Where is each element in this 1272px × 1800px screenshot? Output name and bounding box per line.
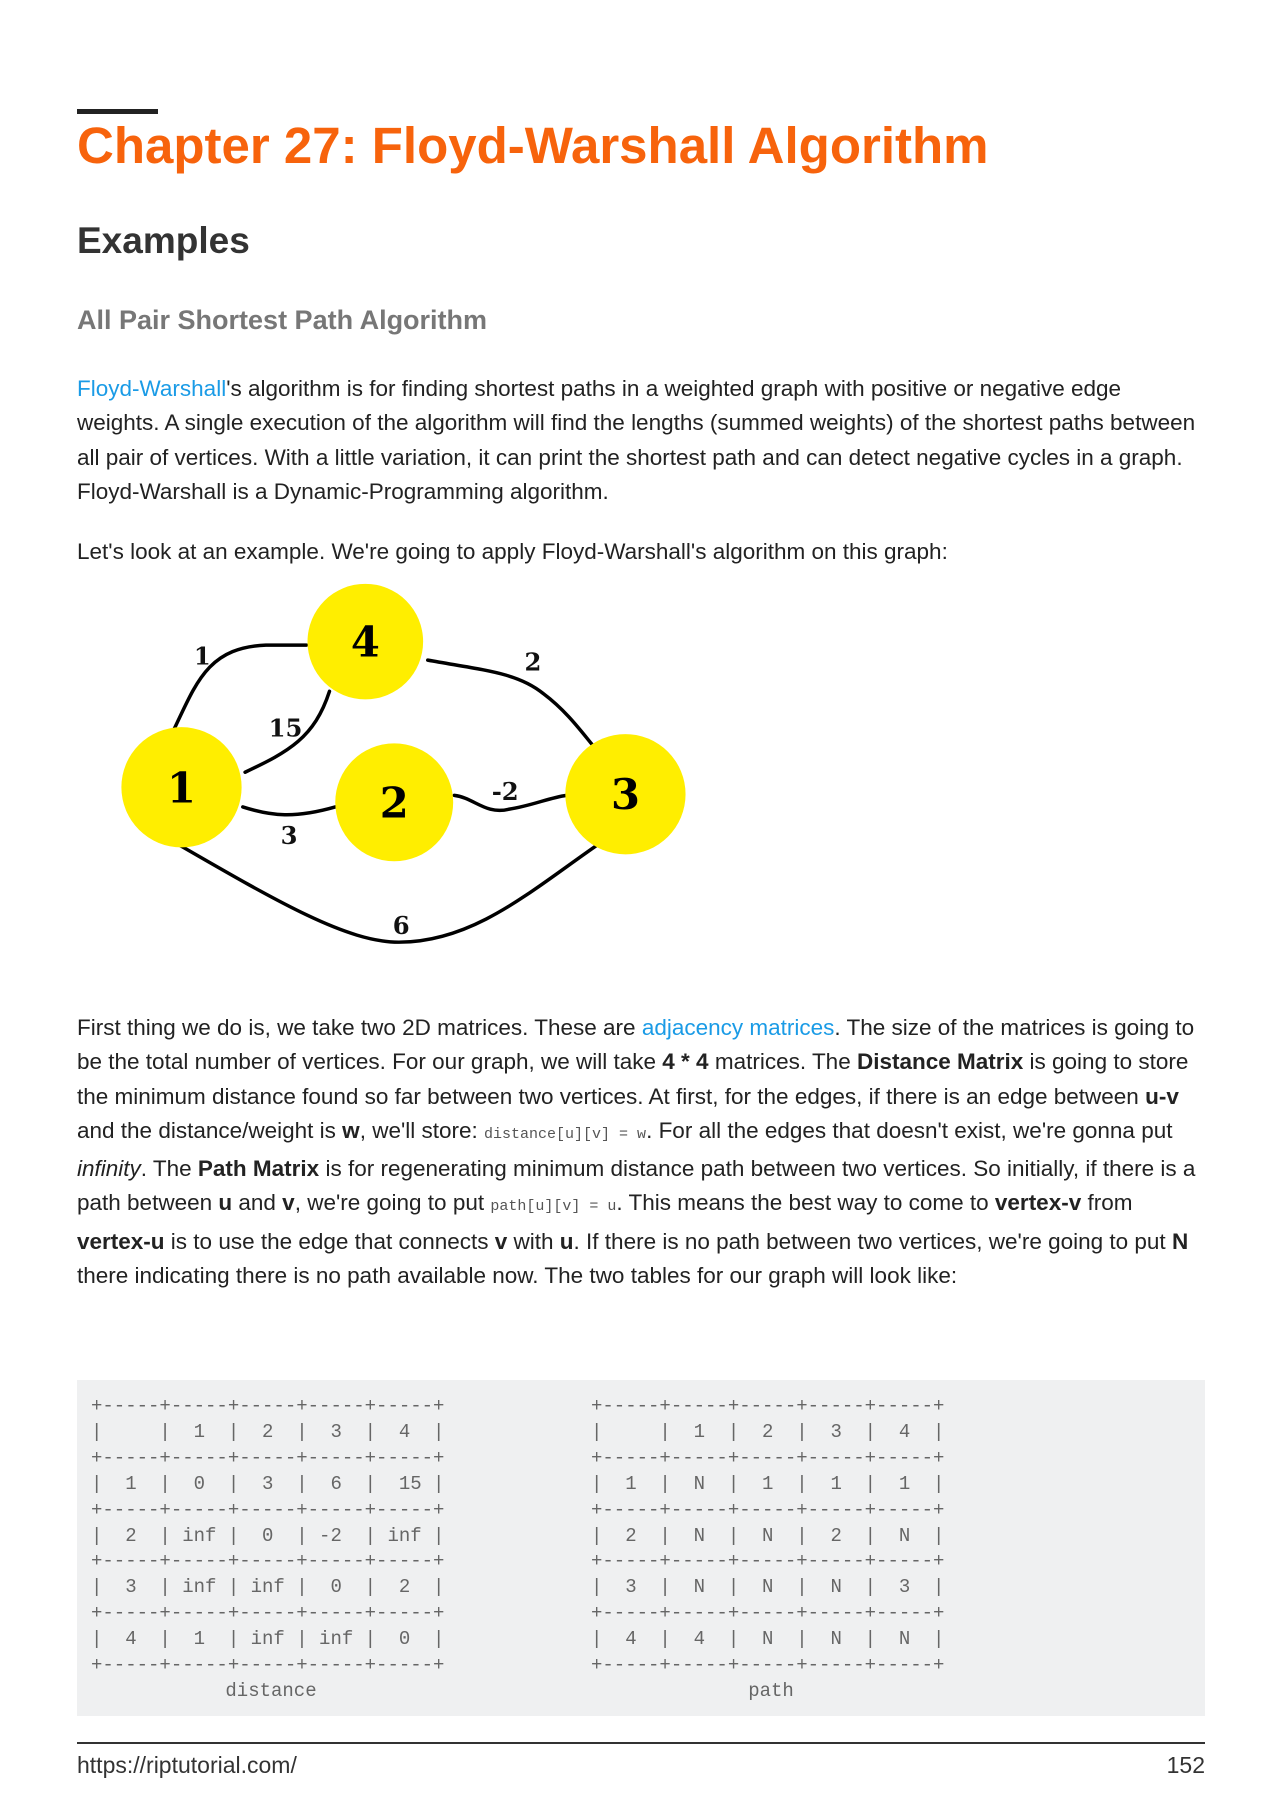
text: . The bbox=[140, 1156, 198, 1182]
node-label: 4 bbox=[350, 617, 380, 667]
text: is going to store the minimum distance found so far between two vertices. At first, for the edges, if there is an edge between bbox=[77, 1049, 1189, 1109]
chapter-title: Chapter 27: Floyd-Warshall Algorithm bbox=[77, 117, 989, 174]
text: is for regenerating minimum distance path between two vertices. So initially, if there is a path between bbox=[77, 1156, 1196, 1216]
table-line: | 2 | inf | 0 | -2 | inf | bbox=[91, 1524, 445, 1547]
distance-table bbox=[91, 1394, 451, 1705]
bold-text: vertex-v bbox=[994, 1190, 1082, 1216]
table-line: | | 1 | 2 | 3 | 4 | bbox=[591, 1420, 945, 1443]
table-line: +-----+-----+-----+-----+-----+ bbox=[591, 1550, 945, 1573]
table-line: | 3 | inf | inf | 0 | 2 | bbox=[91, 1576, 445, 1599]
edge-label: 15 bbox=[268, 713, 303, 743]
bold-text: v bbox=[282, 1190, 295, 1216]
bold-text: Path Matrix bbox=[197, 1156, 320, 1182]
table-line: +-----+-----+-----+-----+-----+ bbox=[591, 1498, 945, 1521]
text: , we're going to put bbox=[294, 1190, 491, 1216]
matrix-explanation bbox=[77, 1011, 1207, 1293]
bold-text: N bbox=[1171, 1228, 1189, 1254]
table-line: | | 1 | 2 | 3 | 4 | bbox=[91, 1420, 445, 1443]
table-line: +-----+-----+-----+-----+-----+ bbox=[91, 1550, 445, 1573]
floyd-warshall-link[interactable]: Floyd-Warshall bbox=[77, 376, 227, 401]
bold-text: u bbox=[559, 1228, 574, 1254]
code-block bbox=[77, 1380, 1205, 1716]
text: . If there is no path between two vertices, we're going to put bbox=[573, 1228, 1172, 1254]
text: First thing we do is, we take two 2D matrices. These are bbox=[77, 1015, 642, 1040]
text: and the distance/weight is bbox=[77, 1117, 343, 1143]
table-line: +-----+-----+-----+-----+-----+ bbox=[91, 1395, 445, 1417]
node-label: 1 bbox=[167, 763, 196, 813]
text: matrices. The bbox=[708, 1049, 857, 1075]
graph-figure bbox=[100, 560, 720, 980]
edge-4-3 bbox=[428, 660, 593, 746]
edge-label: 1 bbox=[193, 641, 211, 671]
table-line: +-----+-----+-----+-----+-----+ bbox=[591, 1446, 945, 1469]
table-line: | 1 | N | 1 | 1 | 1 | bbox=[591, 1472, 945, 1495]
table-line: +-----+-----+-----+-----+-----+ bbox=[91, 1446, 445, 1469]
table-line: +-----+-----+-----+-----+-----+ bbox=[591, 1395, 945, 1417]
inline-code: path[u][v] = u bbox=[490, 1198, 617, 1216]
title-rule bbox=[77, 109, 158, 114]
intro-text: 's algorithm is for finding shortest paths in a weighted graph with positive or negative edge weights. A single execution of the algorithm will find the lengths (summed weights) of the shortest paths between all pair of vertices. With a little variation, it can print the shortest path and can detect negative cycles in a graph. Floyd-Warshall is a Dynamic-Programming algorithm. bbox=[77, 376, 1196, 504]
edge-label: 3 bbox=[280, 820, 298, 850]
path-caption: path bbox=[748, 1679, 794, 1702]
footer-divider bbox=[77, 1742, 1205, 1744]
italic-text: infinity bbox=[77, 1156, 141, 1182]
adjacency-matrices-link[interactable]: adjacency matrices bbox=[641, 1015, 835, 1040]
subsection-heading: All Pair Shortest Path Algorithm bbox=[77, 305, 488, 335]
bold-text: w bbox=[342, 1117, 360, 1143]
table-line: +-----+-----+-----+-----+-----+ bbox=[91, 1602, 445, 1625]
text: from bbox=[1081, 1190, 1133, 1216]
footer-url-link[interactable]: https://riptutorial.com/ bbox=[77, 1752, 297, 1778]
text: is to use the edge that connects bbox=[164, 1228, 495, 1254]
text: . For all the edges that doesn't exist, we're gonna put bbox=[646, 1117, 1173, 1143]
table-line: +-----+-----+-----+-----+-----+ bbox=[91, 1654, 445, 1677]
path-table bbox=[591, 1394, 951, 1705]
bold-text: v bbox=[494, 1228, 508, 1254]
section-heading: Examples bbox=[77, 220, 250, 261]
distance-caption: distance bbox=[225, 1679, 317, 1702]
edge-label: 2 bbox=[524, 647, 542, 677]
intro-paragraph bbox=[77, 372, 1207, 509]
bold-text: vertex-u bbox=[77, 1228, 165, 1254]
text: with bbox=[507, 1228, 560, 1254]
table-line: | 4 | 1 | inf | inf | 0 | bbox=[91, 1628, 445, 1651]
example-intro: Let's look at an example. We're going to apply Floyd-Warshall's algorithm on this graph: bbox=[77, 539, 948, 564]
text: there indicating there is no path available now. The two tables for our graph will look like: bbox=[77, 1263, 958, 1289]
text: and bbox=[232, 1190, 283, 1216]
inline-code: distance[u][v] = w bbox=[484, 1125, 647, 1143]
edge-label: -2 bbox=[491, 777, 519, 806]
table-line: +-----+-----+-----+-----+-----+ bbox=[591, 1602, 945, 1625]
edge-label: 6 bbox=[392, 911, 410, 941]
bold-text: 4 * 4 bbox=[662, 1049, 709, 1075]
bold-text: Distance Matrix bbox=[856, 1049, 1024, 1075]
text: . This means the best way to come to bbox=[616, 1190, 995, 1216]
bold-text: u bbox=[218, 1190, 233, 1216]
table-line: | 3 | N | N | N | 3 | bbox=[591, 1576, 945, 1599]
table-line: | 1 | 0 | 3 | 6 | 15 | bbox=[91, 1472, 445, 1495]
graph-nodes bbox=[121, 584, 685, 861]
table-line: +-----+-----+-----+-----+-----+ bbox=[91, 1498, 445, 1521]
node-label: 2 bbox=[379, 778, 409, 828]
table-line: | 2 | N | N | 2 | N | bbox=[591, 1524, 945, 1547]
table-line: +-----+-----+-----+-----+-----+ bbox=[591, 1654, 945, 1677]
page-number: 152 bbox=[1166, 1752, 1205, 1778]
bold-text: u-v bbox=[1145, 1083, 1179, 1109]
text: , we'll store: bbox=[359, 1117, 485, 1143]
node-label: 3 bbox=[610, 770, 640, 820]
table-line: | 4 | 4 | N | N | N | bbox=[591, 1628, 945, 1651]
edge-1-2 bbox=[243, 807, 335, 815]
text: . The size of the matrices is going to be the total number of vertices. For our graph, we will take bbox=[77, 1015, 1195, 1075]
